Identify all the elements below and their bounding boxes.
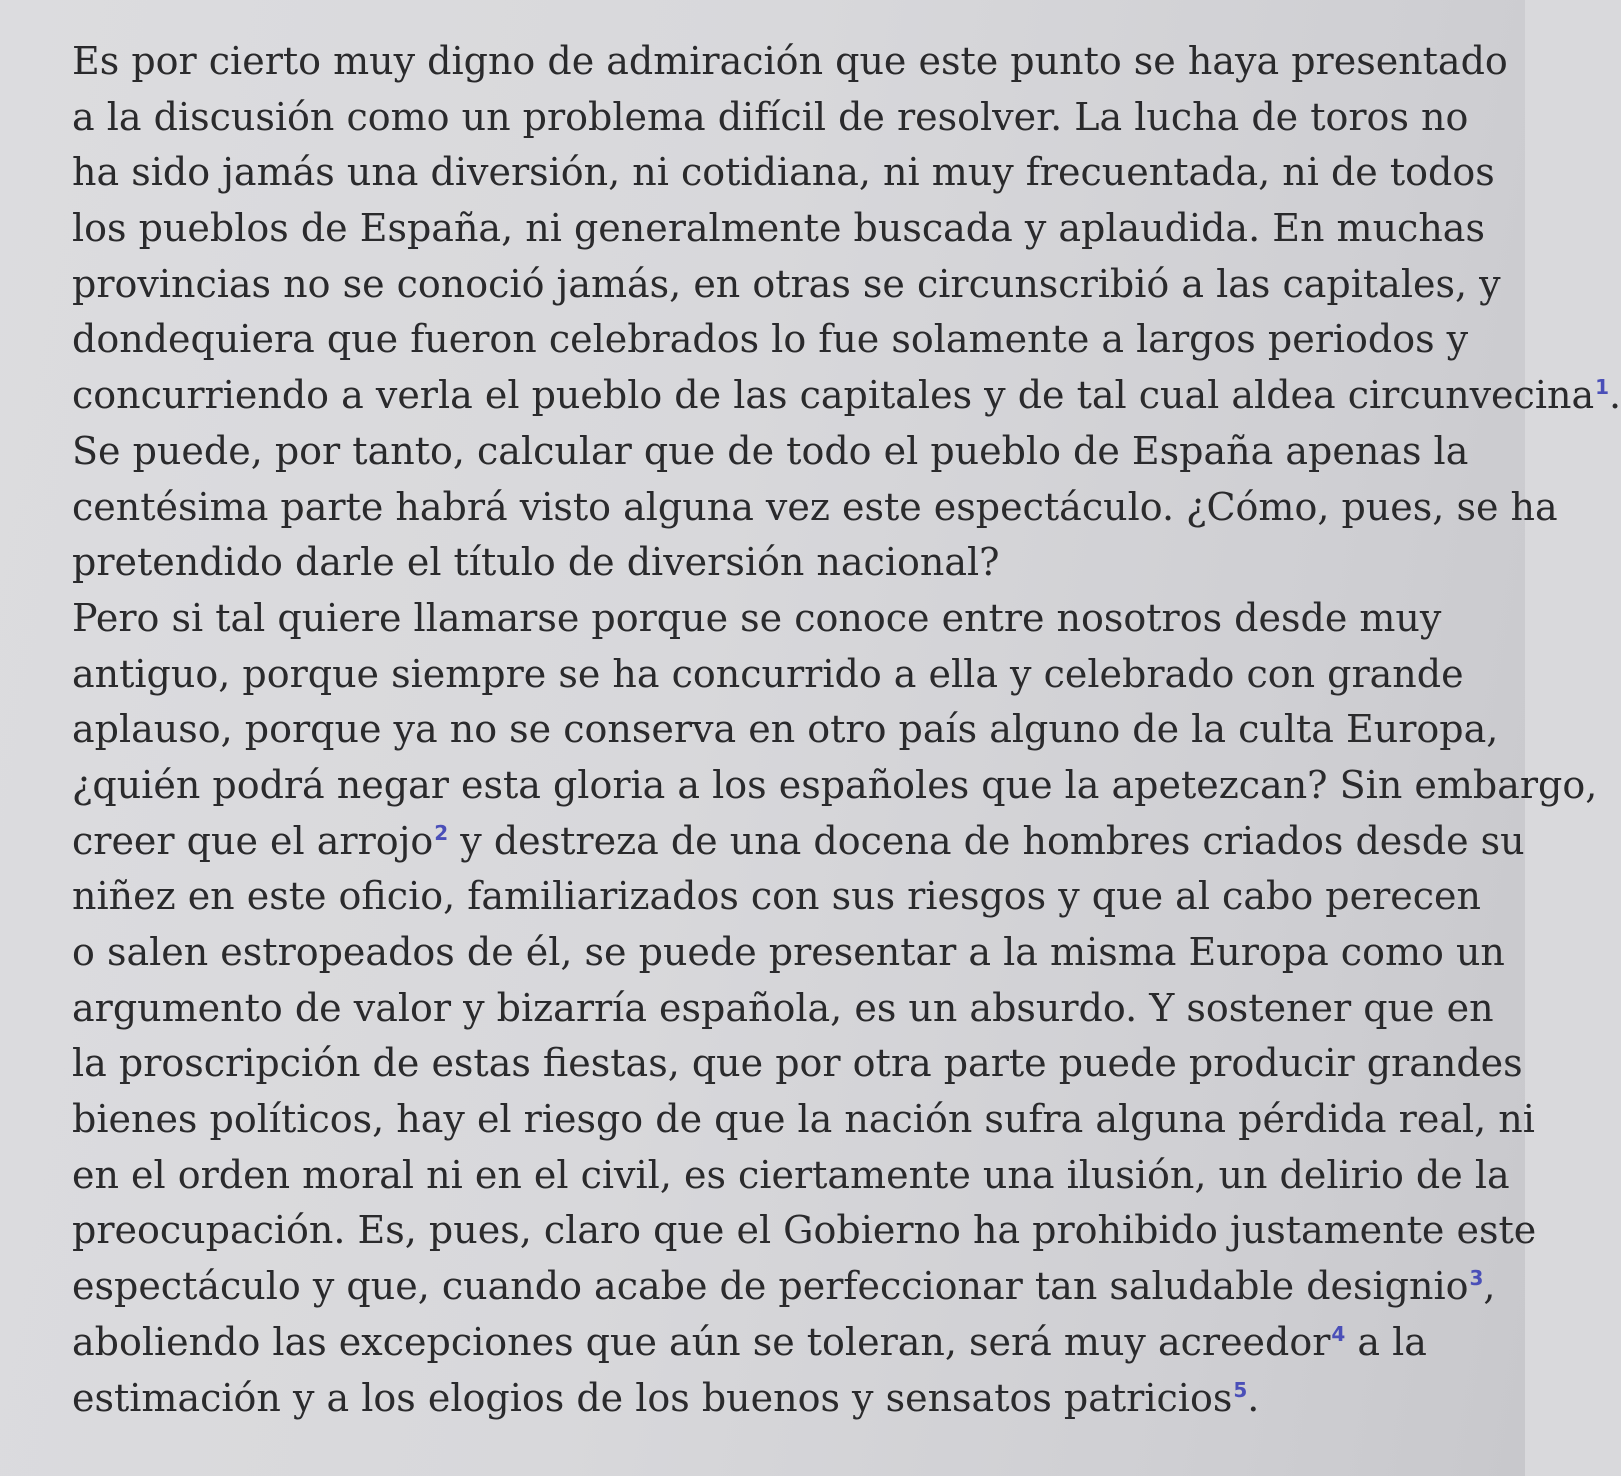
text-segment: Pero si tal quiere llamarse porque se conoce entre nosotros desde muy <box>72 595 1442 640</box>
text-segment: ¿quién podrá negar esta gloria a los españoles que la apetezcan? Sin embargo, <box>72 762 1598 807</box>
text-segment: estimación y a los elogios de los buenos y sensatos patricios <box>72 1375 1233 1420</box>
text-line <box>72 925 1512 981</box>
text-line <box>72 1092 1535 1148</box>
text-block <box>72 34 1621 1426</box>
text-line <box>72 1259 1512 1315</box>
text-segment: Se puede, por tanto, calcular que de todo el pueblo de España apenas la <box>72 428 1469 473</box>
text-line <box>72 647 1512 703</box>
text-line <box>72 758 1598 814</box>
text-segment: . <box>1609 373 1621 418</box>
text-segment: los pueblos de España, ni generalmente buscada y aplaudida. En muchas <box>72 206 1485 251</box>
text-segment: bienes políticos, hay el riesgo de que la nación sufra alguna pérdida real, ni <box>72 1097 1535 1142</box>
text-segment: concurriendo a verla el pueblo de las capitales y de tal cual aldea circunvecina <box>72 373 1595 418</box>
text-segment: y destreza de una docena de hombres criados desde su <box>448 818 1525 863</box>
text-line <box>72 981 1512 1037</box>
text-segment: a la <box>1345 1319 1427 1364</box>
text-segment: Es por cierto muy digno de admiración que este punto se haya presentado <box>72 39 1508 83</box>
text-line <box>72 535 1512 591</box>
text-segment: antiguo, porque siempre se ha concurrido a ella y celebrado con grande <box>72 651 1464 696</box>
text-segment: espectáculo y que, cuando acabe de perfeccionar tan saludable designio <box>72 1264 1469 1309</box>
footnote-marker[interactable]: 4 <box>1331 1321 1346 1346</box>
text-line <box>72 257 1512 313</box>
footnote-marker[interactable]: 2 <box>434 820 449 845</box>
text-line <box>72 201 1512 257</box>
text-segment: provincias no se conoció jamás, en otras se circunscribió a las capitales, y <box>72 261 1501 306</box>
text-line <box>72 368 1621 424</box>
text-segment: centésima parte habrá visto alguna vez este espectáculo. ¿Cómo, pues, se ha <box>72 484 1558 529</box>
text-line <box>72 702 1512 758</box>
text-line <box>72 1315 1512 1371</box>
text-segment: creer que el arrojo <box>72 818 434 863</box>
text-line <box>72 591 1512 647</box>
text-segment: aplauso, porque ya no se conserva en otro país alguno de la culta Europa, <box>72 707 1499 752</box>
text-line <box>72 34 1512 90</box>
text-segment: , <box>1483 1264 1496 1309</box>
text-segment: en el orden moral ni en el civil, es ciertamente una ilusión, un delirio de la <box>72 1152 1510 1197</box>
text-line <box>72 145 1512 201</box>
text-segment: argumento de valor y bizarría española, es un absurdo. Y sostener que en <box>72 985 1494 1030</box>
text-line <box>72 1036 1523 1092</box>
text-segment: o salen estropeados de él, se puede presentar a la misma Europa como un <box>72 930 1505 974</box>
text-line <box>72 424 1512 480</box>
text-segment: . <box>1247 1375 1260 1420</box>
text-segment: niñez en este oficio, familiarizados con sus riesgos y que al cabo perecen <box>72 874 1481 919</box>
text-segment: preocupación. Es, pues, claro que el Gobierno ha prohibido justamente este <box>72 1208 1537 1253</box>
text-segment: la proscripción de estas fiestas, que por otra parte puede producir grandes <box>72 1041 1523 1086</box>
text-line <box>72 90 1512 146</box>
text-line <box>72 1148 1512 1204</box>
text-line <box>72 1371 1512 1427</box>
text-line <box>72 814 1525 870</box>
text-line <box>72 1203 1537 1259</box>
text-segment: a la discusión como un problema difícil de resolver. La lucha de toros no <box>72 94 1469 139</box>
text-segment: ha sido jamás una diversión, ni cotidiana, ni muy frecuentada, ni de todos <box>72 150 1495 195</box>
footnote-marker[interactable]: 1 <box>1595 375 1610 400</box>
text-line <box>72 869 1512 925</box>
paragraph-1 <box>72 34 1621 591</box>
text-line <box>72 480 1558 536</box>
text-segment: pretendido darle el título de diversión nacional? <box>72 540 1000 585</box>
footnote-marker[interactable]: 5 <box>1233 1377 1248 1402</box>
footnote-marker[interactable]: 3 <box>1469 1266 1484 1291</box>
text-segment: dondequiera que fueron celebrados lo fue solamente a largos periodos y <box>72 317 1469 362</box>
text-segment: aboliendo las excepciones que aún se toleran, será muy acreedor <box>72 1319 1331 1364</box>
paragraph-2 <box>72 591 1598 1426</box>
text-line <box>72 312 1512 368</box>
